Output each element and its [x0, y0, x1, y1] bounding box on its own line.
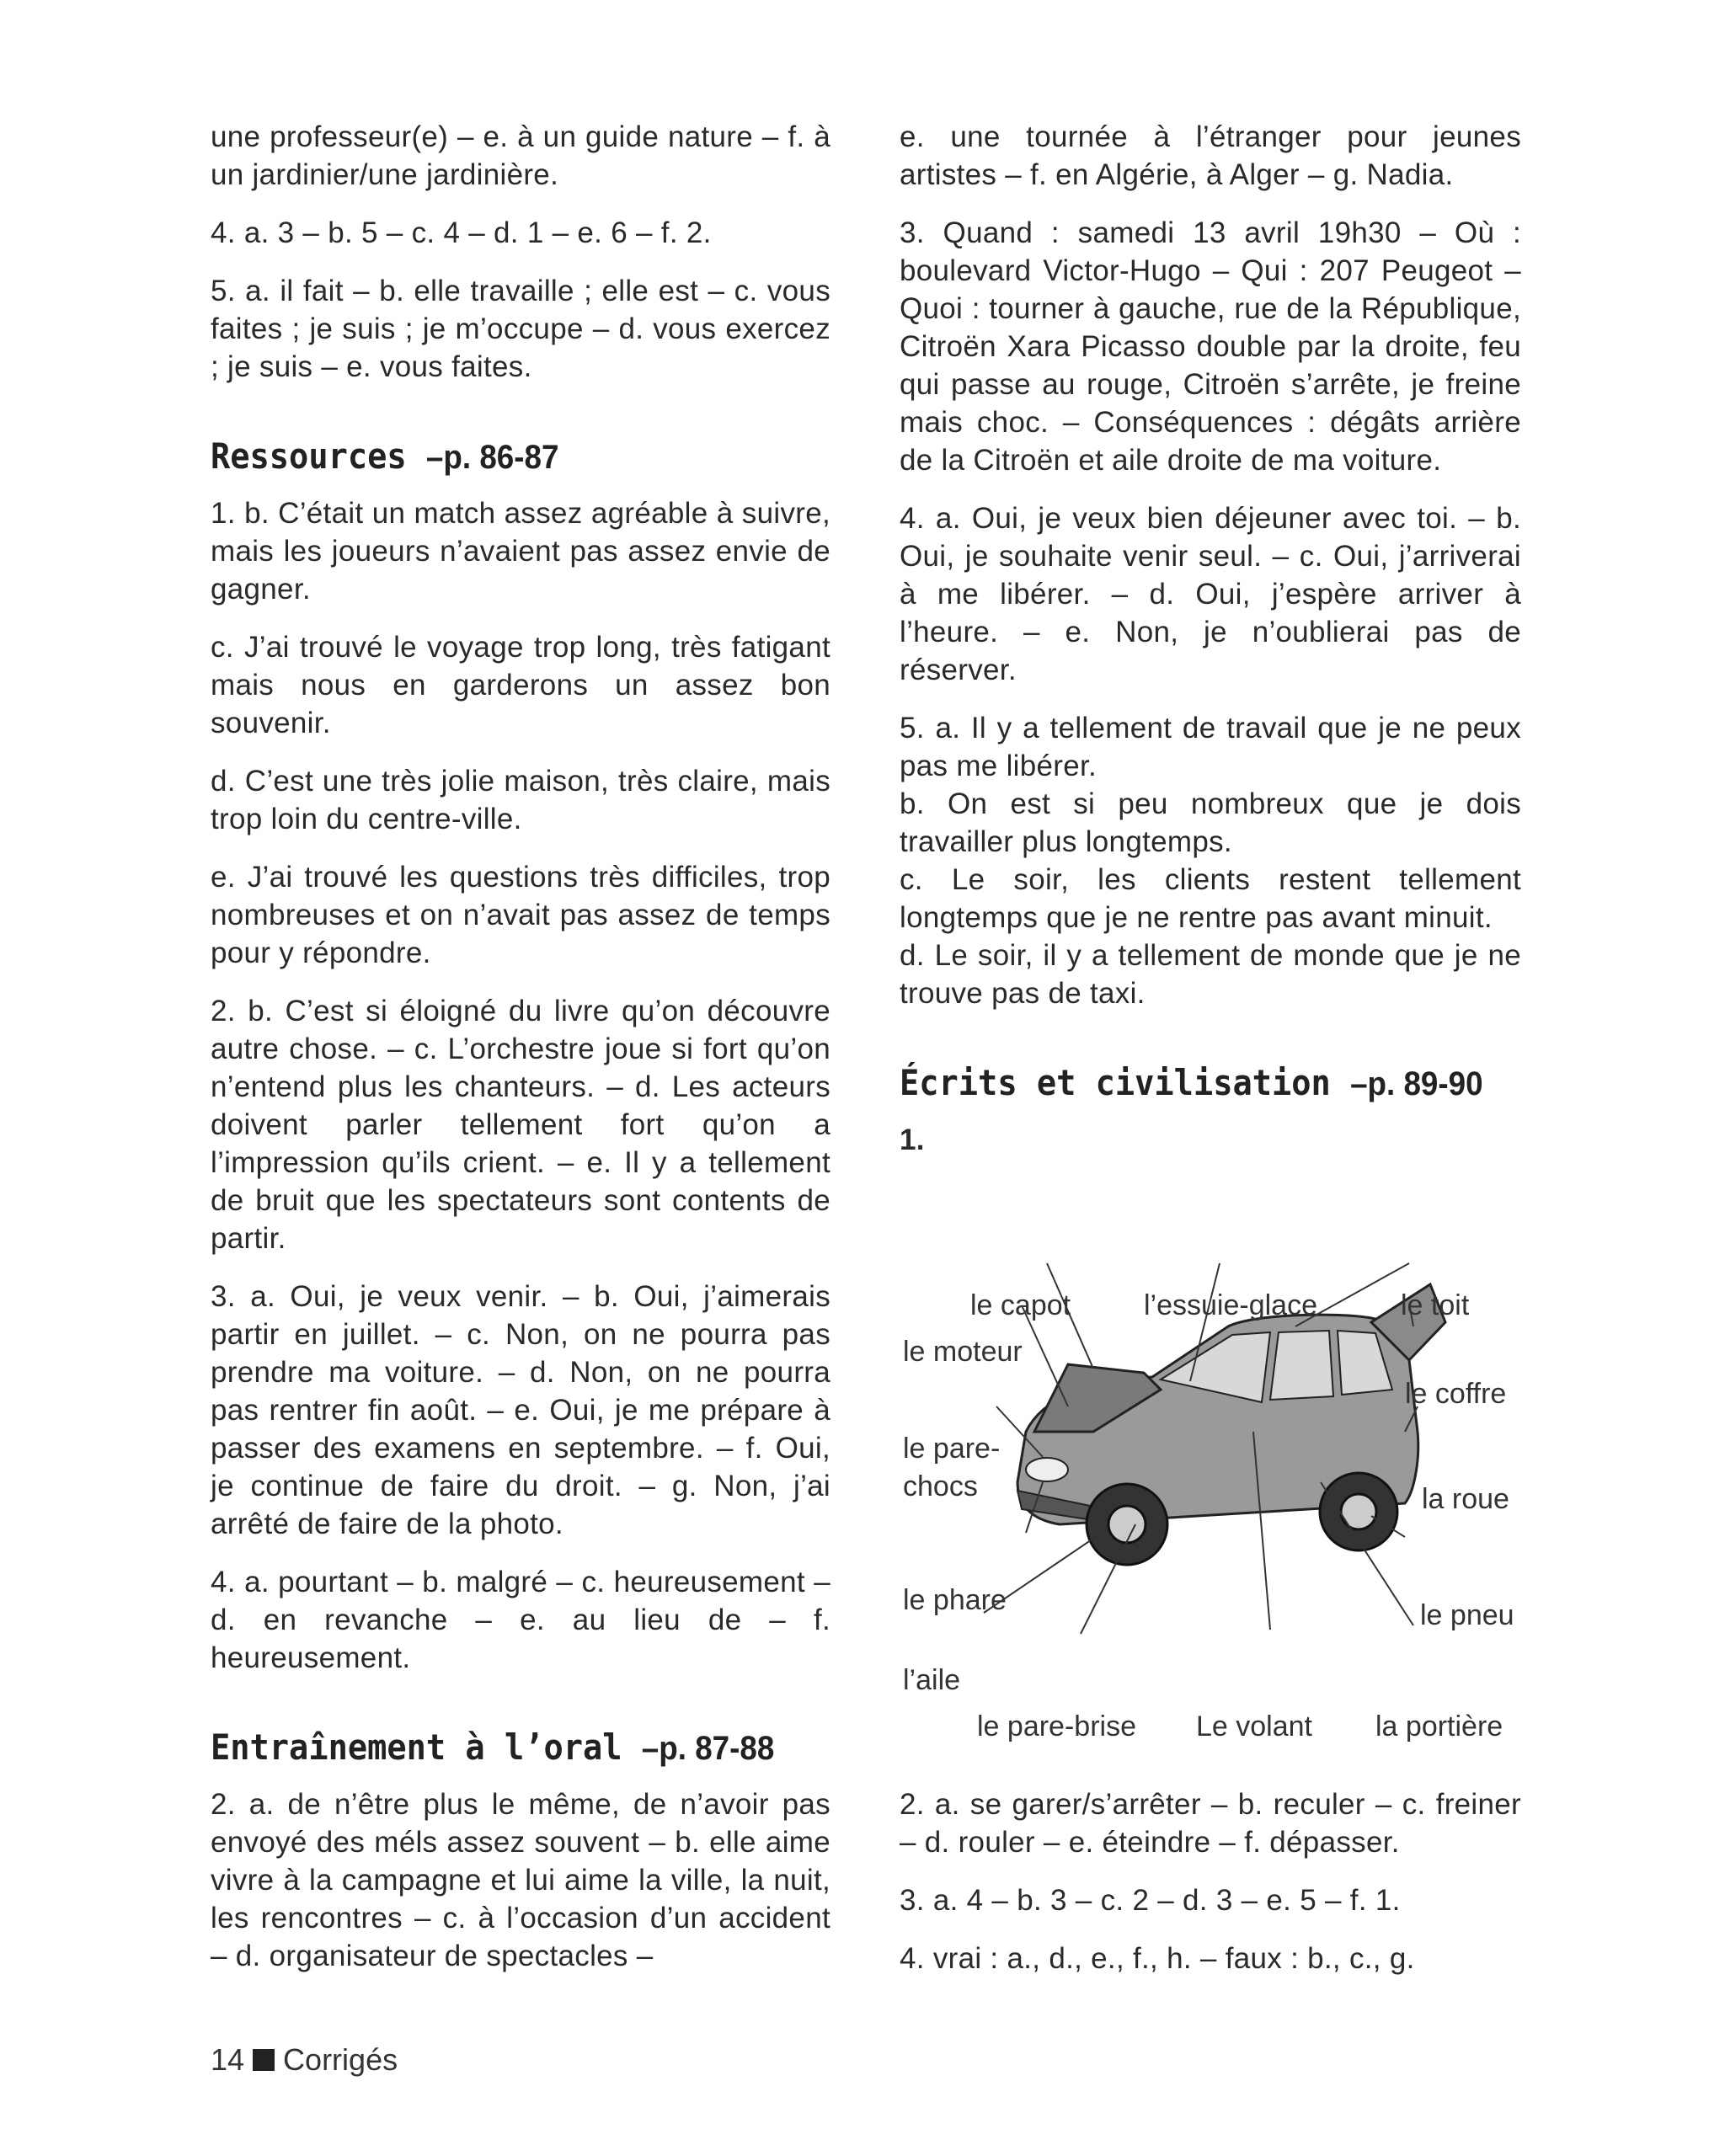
page-number: 14 — [211, 2042, 245, 2077]
square-bullet-icon — [253, 2049, 275, 2071]
label-portiere: la portière — [1375, 1710, 1503, 1742]
left-column — [211, 118, 830, 1995]
heading-text: Ressources — [211, 435, 407, 477]
label-moteur: le moteur — [903, 1336, 1023, 1368]
page-footer — [211, 2042, 398, 2078]
paragraph: 4. vrai : a., d., e., f., h. – faux : b., c., g. — [900, 1942, 1415, 1975]
heading-pages: p. 87-88 — [659, 1730, 775, 1767]
paragraph: d. Le soir, il y a tellement de monde que je ne trouve pas de taxi. — [900, 939, 1521, 1010]
label-volant: Le volant — [1196, 1710, 1312, 1742]
label-essuie-glace: l’essuie-glace — [1144, 1289, 1317, 1321]
label-roue: la roue — [1422, 1483, 1509, 1515]
label-pare-chocs-2: chocs — [903, 1470, 978, 1502]
paragraph: b. On est si peu nombreux que je dois travailler plus longtemps. — [900, 787, 1521, 858]
front-rim — [1108, 1506, 1146, 1543]
section-heading-ressources — [211, 435, 781, 479]
paragraph: 2. a. de n’être plus le même, de n’avoir pas envoyé des méls assez souvent – b. elle aime vivre à la campagne et lui aime la ville, la nuit, les rencontres – c. à l’occasion d’un accident – d. organisateur de spectacles – — [211, 1788, 830, 1972]
paragraph: e. une tournée à l’étranger pour jeunes artistes – f. en Algérie, à Alger – g. Nadia. — [900, 120, 1521, 191]
paragraph: 2. a. se garer/s’arrêter – b. reculer – c. freiner – d. rouler – e. éteindre – f. dépasser. — [900, 1788, 1521, 1859]
paragraph: c. Le soir, les clients restent tellement longtemps que je ne rentre pas avant minuit. — [900, 863, 1521, 934]
paragraph: c. J’ai trouvé le voyage trop long, très fatigant mais nous en garderons un assez bon souvenir. — [211, 631, 830, 739]
section-heading-oral — [211, 1726, 781, 1770]
label-pare-chocs-1: le pare- — [903, 1433, 1001, 1465]
label-coffre: le coffre — [1405, 1378, 1507, 1410]
paragraph: 4. a. 3 – b. 5 – c. 4 – d. 1 – e. 6 – f. 2. — [211, 216, 712, 249]
rear-rim — [1341, 1494, 1376, 1529]
heading-dash: – — [425, 439, 444, 476]
paragraph: 4. a. Oui, je veux bien déjeuner avec toi. – b. Oui, je souhaite venir seul. – c. Oui, j’arriverai à me libérer. – d. Oui, j’espère arriver à l’heure. – e. Non, je n’oublierai pas de réserver. — [900, 502, 1521, 686]
heading-pages: p. 86-87 — [443, 439, 559, 476]
headlight — [1026, 1458, 1068, 1481]
exercise-number: 1. — [900, 1123, 925, 1156]
paragraph: d. C’est une très jolie maison, très claire, mais trop loin du centre-ville. — [211, 765, 830, 835]
paragraph: 3. Quand : samedi 13 avril 19h30 – Où : boulevard Victor-Hugo – Qui : 207 Peugeot – Quoi : tourner à gauche, rue de la République, Citroën Xara Picasso double par la droite, feu qui passe au rouge, Citroën s’arrête, je freine mais choc. – Conséquences : dégâts arrière de la Citroën et aile droite de ma voiture. — [900, 216, 1521, 477]
paragraph: 5. a. Il y a tellement de travail que je ne peux pas me libérer. — [900, 712, 1521, 782]
paragraph: 3. a. 4 – b. 3 – c. 2 – d. 3 – e. 5 – f. 1. — [900, 1884, 1401, 1917]
heading-pages: p. 89-90 — [1367, 1065, 1483, 1102]
heading-dash: – — [641, 1730, 660, 1767]
heading-text: Entraînement à l’oral — [211, 1726, 622, 1768]
label-pneu: le pneu — [1420, 1599, 1514, 1631]
paragraph: 2. b. C’est si éloigné du livre qu’on découvre autre chose. – c. L’orchestre joue si fort qu’on n’entend plus les chanteurs. – d. Les acteurs doivent parler tellement fort qu’on a l’impression qu’ils crient. – e. Il y a tellement de bruit que les spectateurs sont contents de partir. — [211, 995, 830, 1255]
label-phare: le phare — [903, 1584, 1007, 1616]
label-toit: le toit — [1401, 1289, 1470, 1321]
paragraph: 1. b. C’était un match assez agréable à suivre, mais les joueurs n’avaient pas assez envie de gagner. — [211, 497, 830, 606]
label-capot: le capot — [970, 1289, 1071, 1321]
paragraph: une professeur(e) – e. à un guide nature – f. à un jardinier/une jardinière. — [211, 120, 830, 191]
label-pare-brise: le pare-brise — [977, 1710, 1136, 1742]
side-window-front — [1270, 1331, 1333, 1400]
paragraph: e. J’ai trouvé les questions très difficiles, trop nombreuses et on n’avait pas assez de temps pour y répondre. — [211, 861, 830, 969]
paragraph: 4. a. pourtant – b. malgré – c. heureusement – d. en revanche – e. au lieu de – f. heureusement. — [211, 1566, 830, 1674]
car-diagram — [900, 1179, 1521, 1785]
heading-text: Écrits et civilisation — [900, 1062, 1331, 1103]
right-column — [900, 118, 1521, 1998]
heading-dash: – — [1350, 1065, 1368, 1102]
paragraph: 3. a. Oui, je veux venir. – b. Oui, j’aimerais partir en juillet. – c. Non, on ne pourra pas prendre ma voiture. – d. Non, on ne pourra pas rentrer fin août. – e. Oui, je me prépare à passer des examens en septembre. – f. Oui, je continue de faire du droit. – g. Non, j’ai arrêté de faire de la photo. — [211, 1280, 830, 1540]
section-heading-ecrits — [900, 1061, 1483, 1106]
footer-label: Corrigés — [283, 2042, 398, 2077]
paragraph: 5. a. il fait – b. elle travaille ; elle est – c. vous faites ; je suis ; je m’occupe – d. vous exercez ; je suis – e. vous faites. — [211, 275, 830, 383]
label-aile: l’aile — [903, 1664, 961, 1696]
